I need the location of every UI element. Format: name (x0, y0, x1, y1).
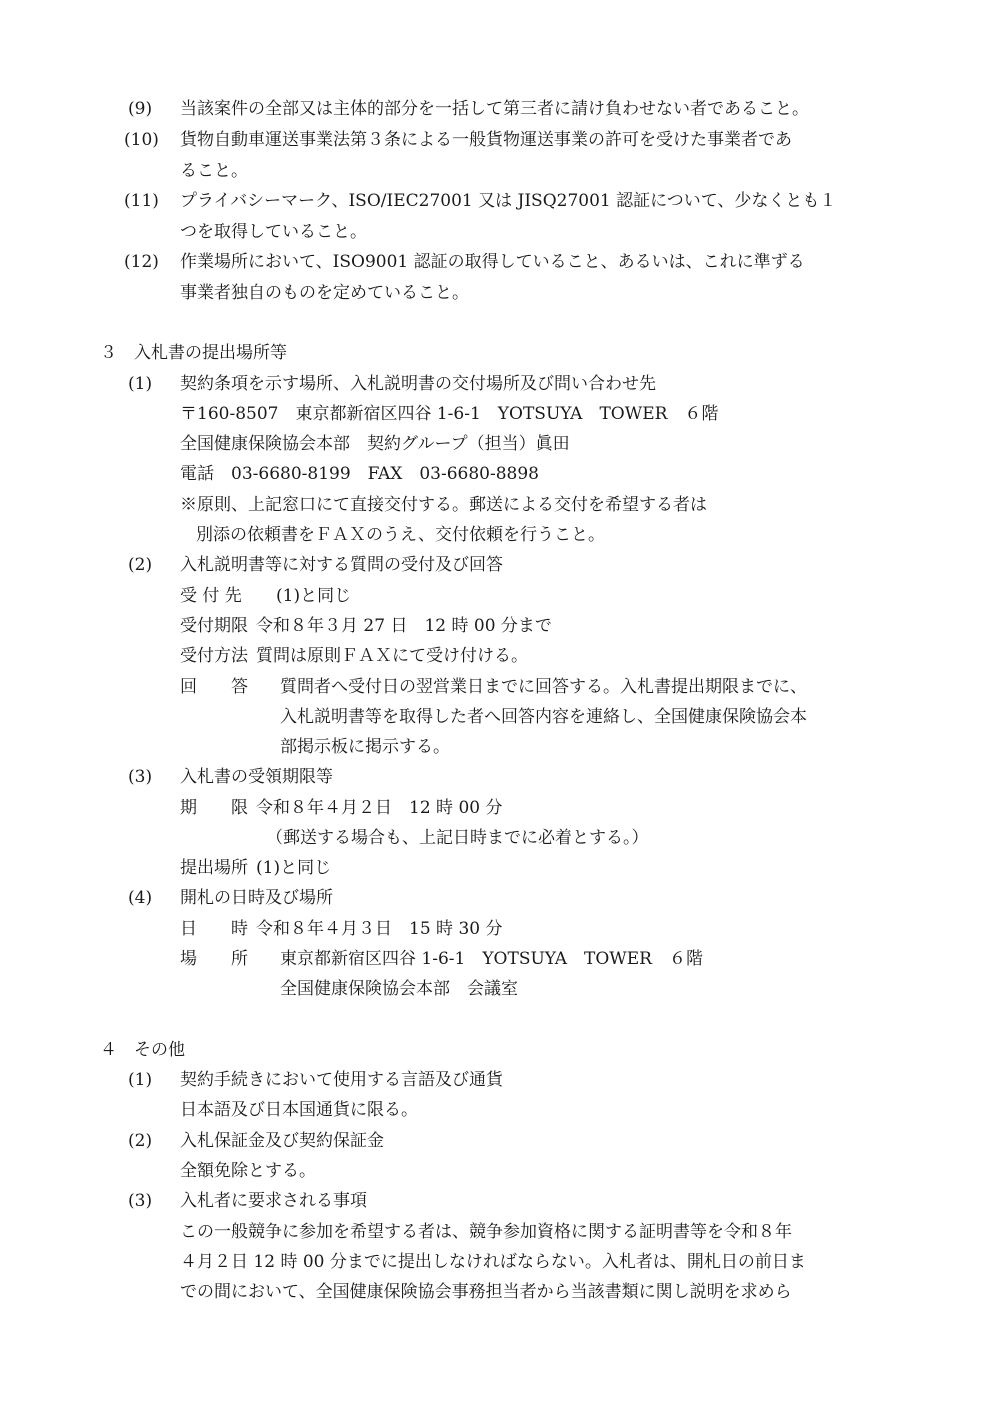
item-title: 入札書の受領期限等 (180, 767, 333, 787)
item-title: 入札保証金及び契約保証金 (180, 1131, 384, 1151)
field-label: 日 時 (180, 919, 248, 939)
item-number: (10) (124, 130, 159, 150)
item-number: (9) (128, 99, 153, 119)
field-label: 受 付 先 (180, 586, 242, 606)
field-value: 質問は原則ＦＡＸにて受け付ける。 (256, 646, 528, 666)
item-text: 事業者独自のものを定めていること。 (180, 283, 469, 303)
field-value: 入札説明書等を取得した者へ回答内容を連絡し、全国健康保険協会本 (280, 707, 807, 727)
item-text: 貨物自動車運送事業法第３条による一般貨物運送事業の許可を受けた事業者であ (180, 130, 792, 150)
item-body: での間において、全国健康保険協会事務担当者から当該書類に関し説明を求めら (180, 1282, 792, 1302)
field-value: 令和８年３月 27 日 12 時 00 分まで (256, 616, 552, 636)
item-number: (11) (124, 191, 159, 211)
field-note: （郵送する場合も、上記日時までに必着とする。） (266, 828, 649, 848)
item-title: 開札の日時及び場所 (180, 888, 333, 908)
note: ※原則、上記窓口にて直接交付する。郵送による交付を希望する者は (180, 495, 707, 515)
item-body: 日本語及び日本国通貨に限る。 (180, 1100, 418, 1120)
item-title: 契約条項を示す場所、入札説明書の交付場所及び問い合わせ先 (180, 374, 656, 394)
item-title: 契約手続きにおいて使用する言語及び通貨 (180, 1070, 503, 1090)
field-label: 回 答 (180, 677, 248, 697)
contact-phone: 電話 03-6680-8199 FAX 03-6680-8898 (180, 464, 539, 484)
field-label: 場 所 (180, 949, 248, 969)
item-text: ること。 (180, 161, 248, 181)
field-value: 全国健康保険協会本部 会議室 (280, 979, 518, 999)
item-text: 作業場所において、ISO9001 認証の取得していること、あるいは、これに準ずる (180, 252, 805, 272)
item-title: 入札者に要求される事項 (180, 1191, 367, 1211)
field-value: (1)と同じ (276, 586, 352, 606)
item-number: (1) (128, 374, 153, 394)
item-number: (1) (128, 1070, 153, 1090)
section-heading: ４ その他 (100, 1040, 185, 1060)
address: 〒160-8507 東京都新宿区四谷 1-6-1 YOTSUYA TOWER ６階 (180, 404, 719, 424)
field-label: 受付期限 (180, 616, 248, 636)
item-number: (3) (128, 1191, 153, 1211)
item-text: 当該案件の全部又は主体的部分を一括して第三者に請け負わせない者であること。 (180, 99, 809, 119)
section-heading: ３ 入札書の提出場所等 (100, 343, 287, 363)
field-value: 東京都新宿区四谷 1-6-1 YOTSUYA TOWER ６階 (280, 949, 703, 969)
field-value: 質問者へ受付日の翌営業日までに回答する。入札書提出期限までに、 (280, 677, 807, 697)
field-value: 令和８年４月２日 12 時 00 分 (256, 798, 503, 818)
contact-org: 全国健康保険協会本部 契約グループ（担当）眞田 (180, 434, 570, 454)
item-text: つを取得していること。 (180, 222, 367, 242)
item-number: (12) (124, 252, 159, 272)
item-number: (4) (128, 888, 153, 908)
note: 別添の依頼書をＦＡＸのうえ、交付依頼を行うこと。 (196, 525, 606, 545)
item-body: 全額免除とする。 (180, 1161, 316, 1181)
item-body: この一般競争に参加を希望する者は、競争参加資格に関する証明書等を令和８年 (180, 1222, 792, 1242)
item-text: プライバシーマーク、ISO/IEC27001 又は JISQ27001 認証について、少なくとも１ (180, 191, 837, 211)
item-number: (3) (128, 767, 153, 787)
field-label: 提出場所 (180, 858, 248, 878)
item-number: (2) (128, 555, 153, 575)
field-label: 受付方法 (180, 646, 248, 666)
field-value: 令和８年４月３日 15 時 30 分 (256, 919, 503, 939)
item-title: 入札説明書等に対する質問の受付及び回答 (180, 555, 503, 575)
field-value: 部掲示板に掲示する。 (280, 737, 450, 757)
item-number: (2) (128, 1131, 153, 1151)
item-body: ４月２日 12 時 00 分までに提出しなければならない。入札者は、開札日の前日ま (180, 1252, 806, 1272)
field-label: 期 限 (180, 798, 248, 818)
field-value: (1)と同じ (256, 858, 332, 878)
